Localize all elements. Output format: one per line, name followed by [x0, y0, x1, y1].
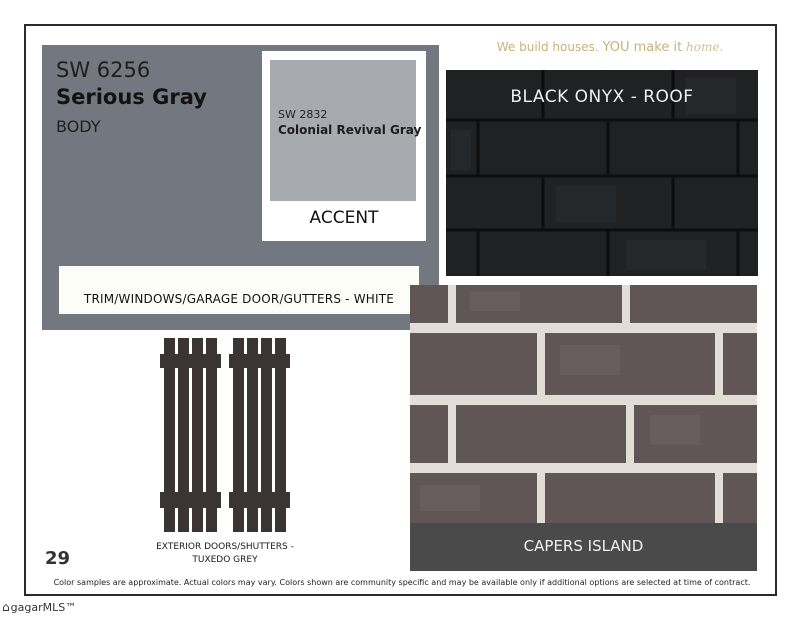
- tagline-part1: We build houses.: [496, 40, 599, 54]
- accent-color-code: SW 2832: [278, 108, 328, 121]
- shutters-image: [160, 338, 290, 534]
- trim-label: TRIM/WINDOWS/GARAGE DOOR/GUTTERS - WHITE: [83, 292, 395, 306]
- body-color-name: Serious Gray: [56, 85, 207, 109]
- brick-image: [410, 285, 757, 523]
- shutters-label-line1: EXTERIOR DOORS/SHUTTERS -: [156, 542, 294, 552]
- tagline-part2: YOU make it: [602, 40, 683, 55]
- disclaimer: Color samples are approximate. Actual colors may vary. Colors shown are community specific and may be available only if additional options are selected at time of contract.: [53, 578, 751, 587]
- roof-label: BLACK ONYX - ROOF: [510, 87, 694, 107]
- body-color-role: BODY: [56, 117, 101, 136]
- body-color-code: SW 6256: [56, 58, 151, 82]
- tagline: [470, 40, 750, 55]
- trim-swatch: [59, 266, 419, 314]
- page-number: 29: [45, 548, 71, 569]
- tagline-part3: home.: [686, 40, 724, 54]
- accent-role-label: ACCENT: [309, 208, 379, 228]
- brick-label: CAPERS ISLAND: [523, 537, 644, 555]
- house-logo-icon: ⌂: [2, 600, 10, 614]
- shutters-label: [130, 541, 320, 567]
- watermark: [2, 600, 76, 614]
- brick-texture: [410, 285, 757, 523]
- shutters-label-line2: TUXEDO GREY: [192, 555, 258, 565]
- accent-color-name: Colonial Revival Gray: [278, 123, 422, 137]
- watermark-text: gagarMLS™: [10, 601, 77, 614]
